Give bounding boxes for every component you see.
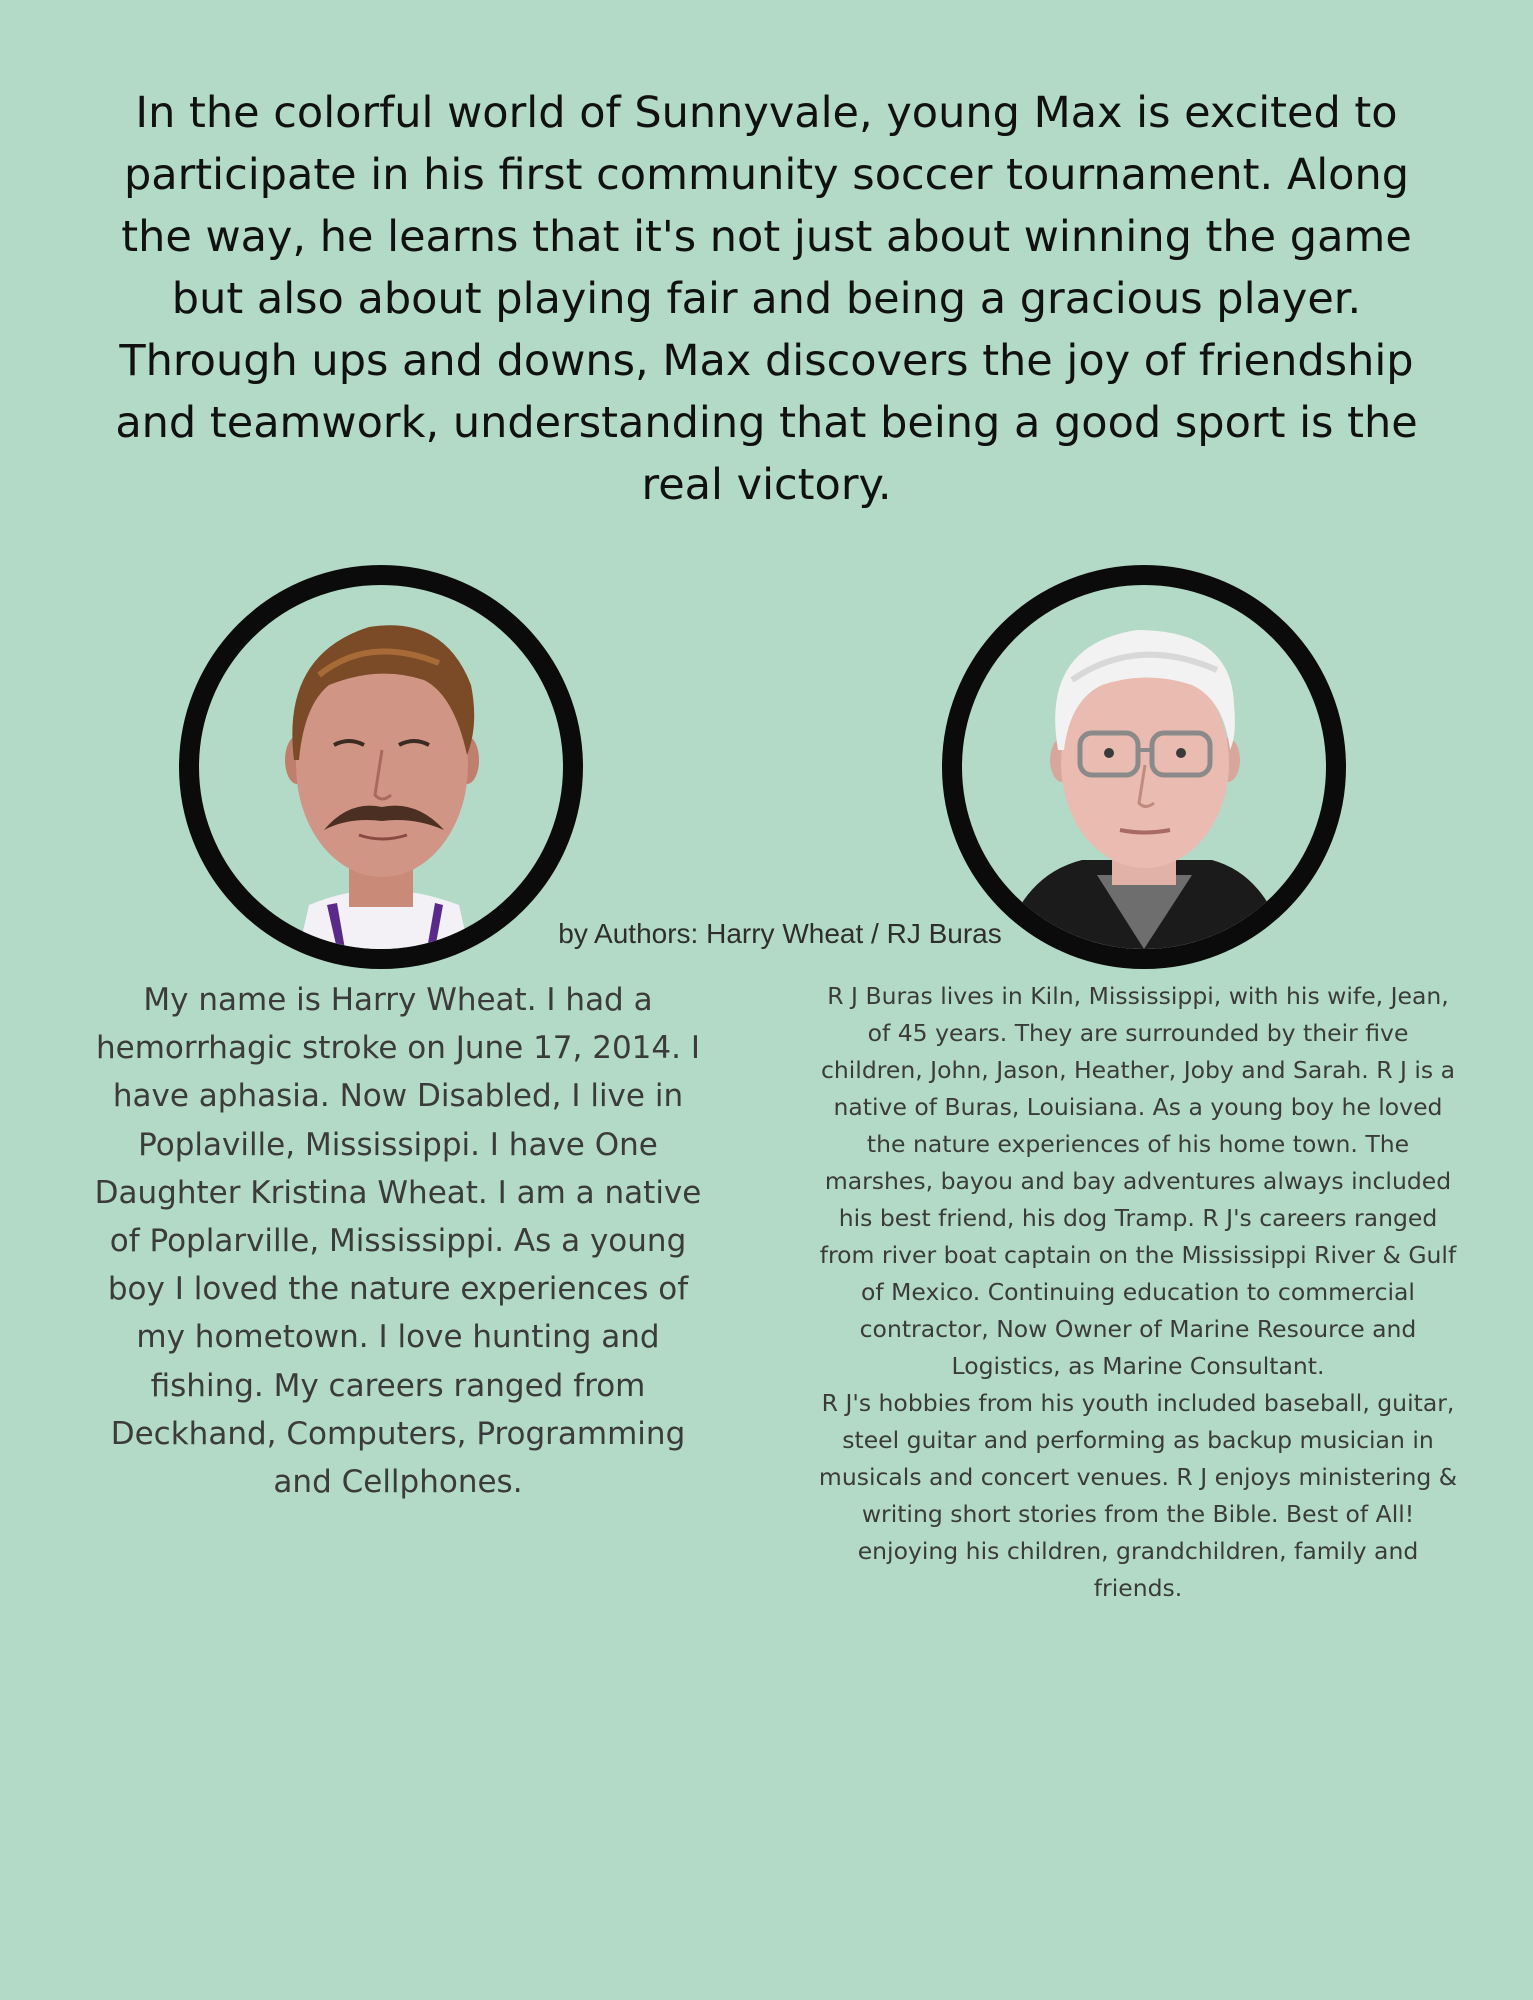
author-bio-harry-wheat: My name is Harry Wheat. I had a hemorrhagic stroke on June 17, 2014. I have aphasia. Now Disabled, I live in Poplaville, Mississippi. I have One Daughter Kristina Wheat. I am a native of Poplarville, Mississippi. As a young boy I loved the nature experiences of my hometown. I love hunting and fishing. My careers ranged from Deckhand, Computers, Programming and Cellphones. [94,982,702,1501]
author-bio-rj-buras [818,978,1458,1607]
man-with-glasses-portrait-icon [962,585,1326,949]
author-portrait-rj-buras [942,565,1346,969]
author-byline: by Authors: Harry Wheat / RJ Buras [558,918,1002,949]
bio-paragraph-career: R J Buras lives in Kiln, Mississippi, with his wife, Jean, of 45 years. They are surrounded by their five children, John, Jason, Heather, Joby and Sarah. R J is a native of Buras, Louisiana. As a young boy he loved the nature experiences of his home town. The marshes, bayou and bay adventures always included his best friend, his dog Tramp. R J's careers ranged from river boat captain on the Mississippi River & Gulf of Mexico. Continuing education to commercial contractor, Now Owner of Marine Resource and Logistics, as Marine Consultant. [819,982,1457,1380]
man-with-mustache-portrait-icon [199,585,563,949]
book-blurb: In the colorful world of Sunnyvale, young Max is excited to participate in his first community soccer tournament. Along the way, he learns that it's not just about winning the game but also about playing fair and being a gracious player. Through ups and downs, Max discovers the joy of friendship and teamwork, understanding that being a good sport is the real victory. [115,88,1418,510]
bio-paragraph-hobbies: R J's hobbies from his youth included baseball, guitar, steel guitar and performing as backup musician in musicals and concert venues. R J enjoys ministering & writing short stories from the Bible. Best of All! enjoying his children, grandchildren, family and friends. [818,1389,1458,1602]
author-portrait-harry-wheat [179,565,583,969]
